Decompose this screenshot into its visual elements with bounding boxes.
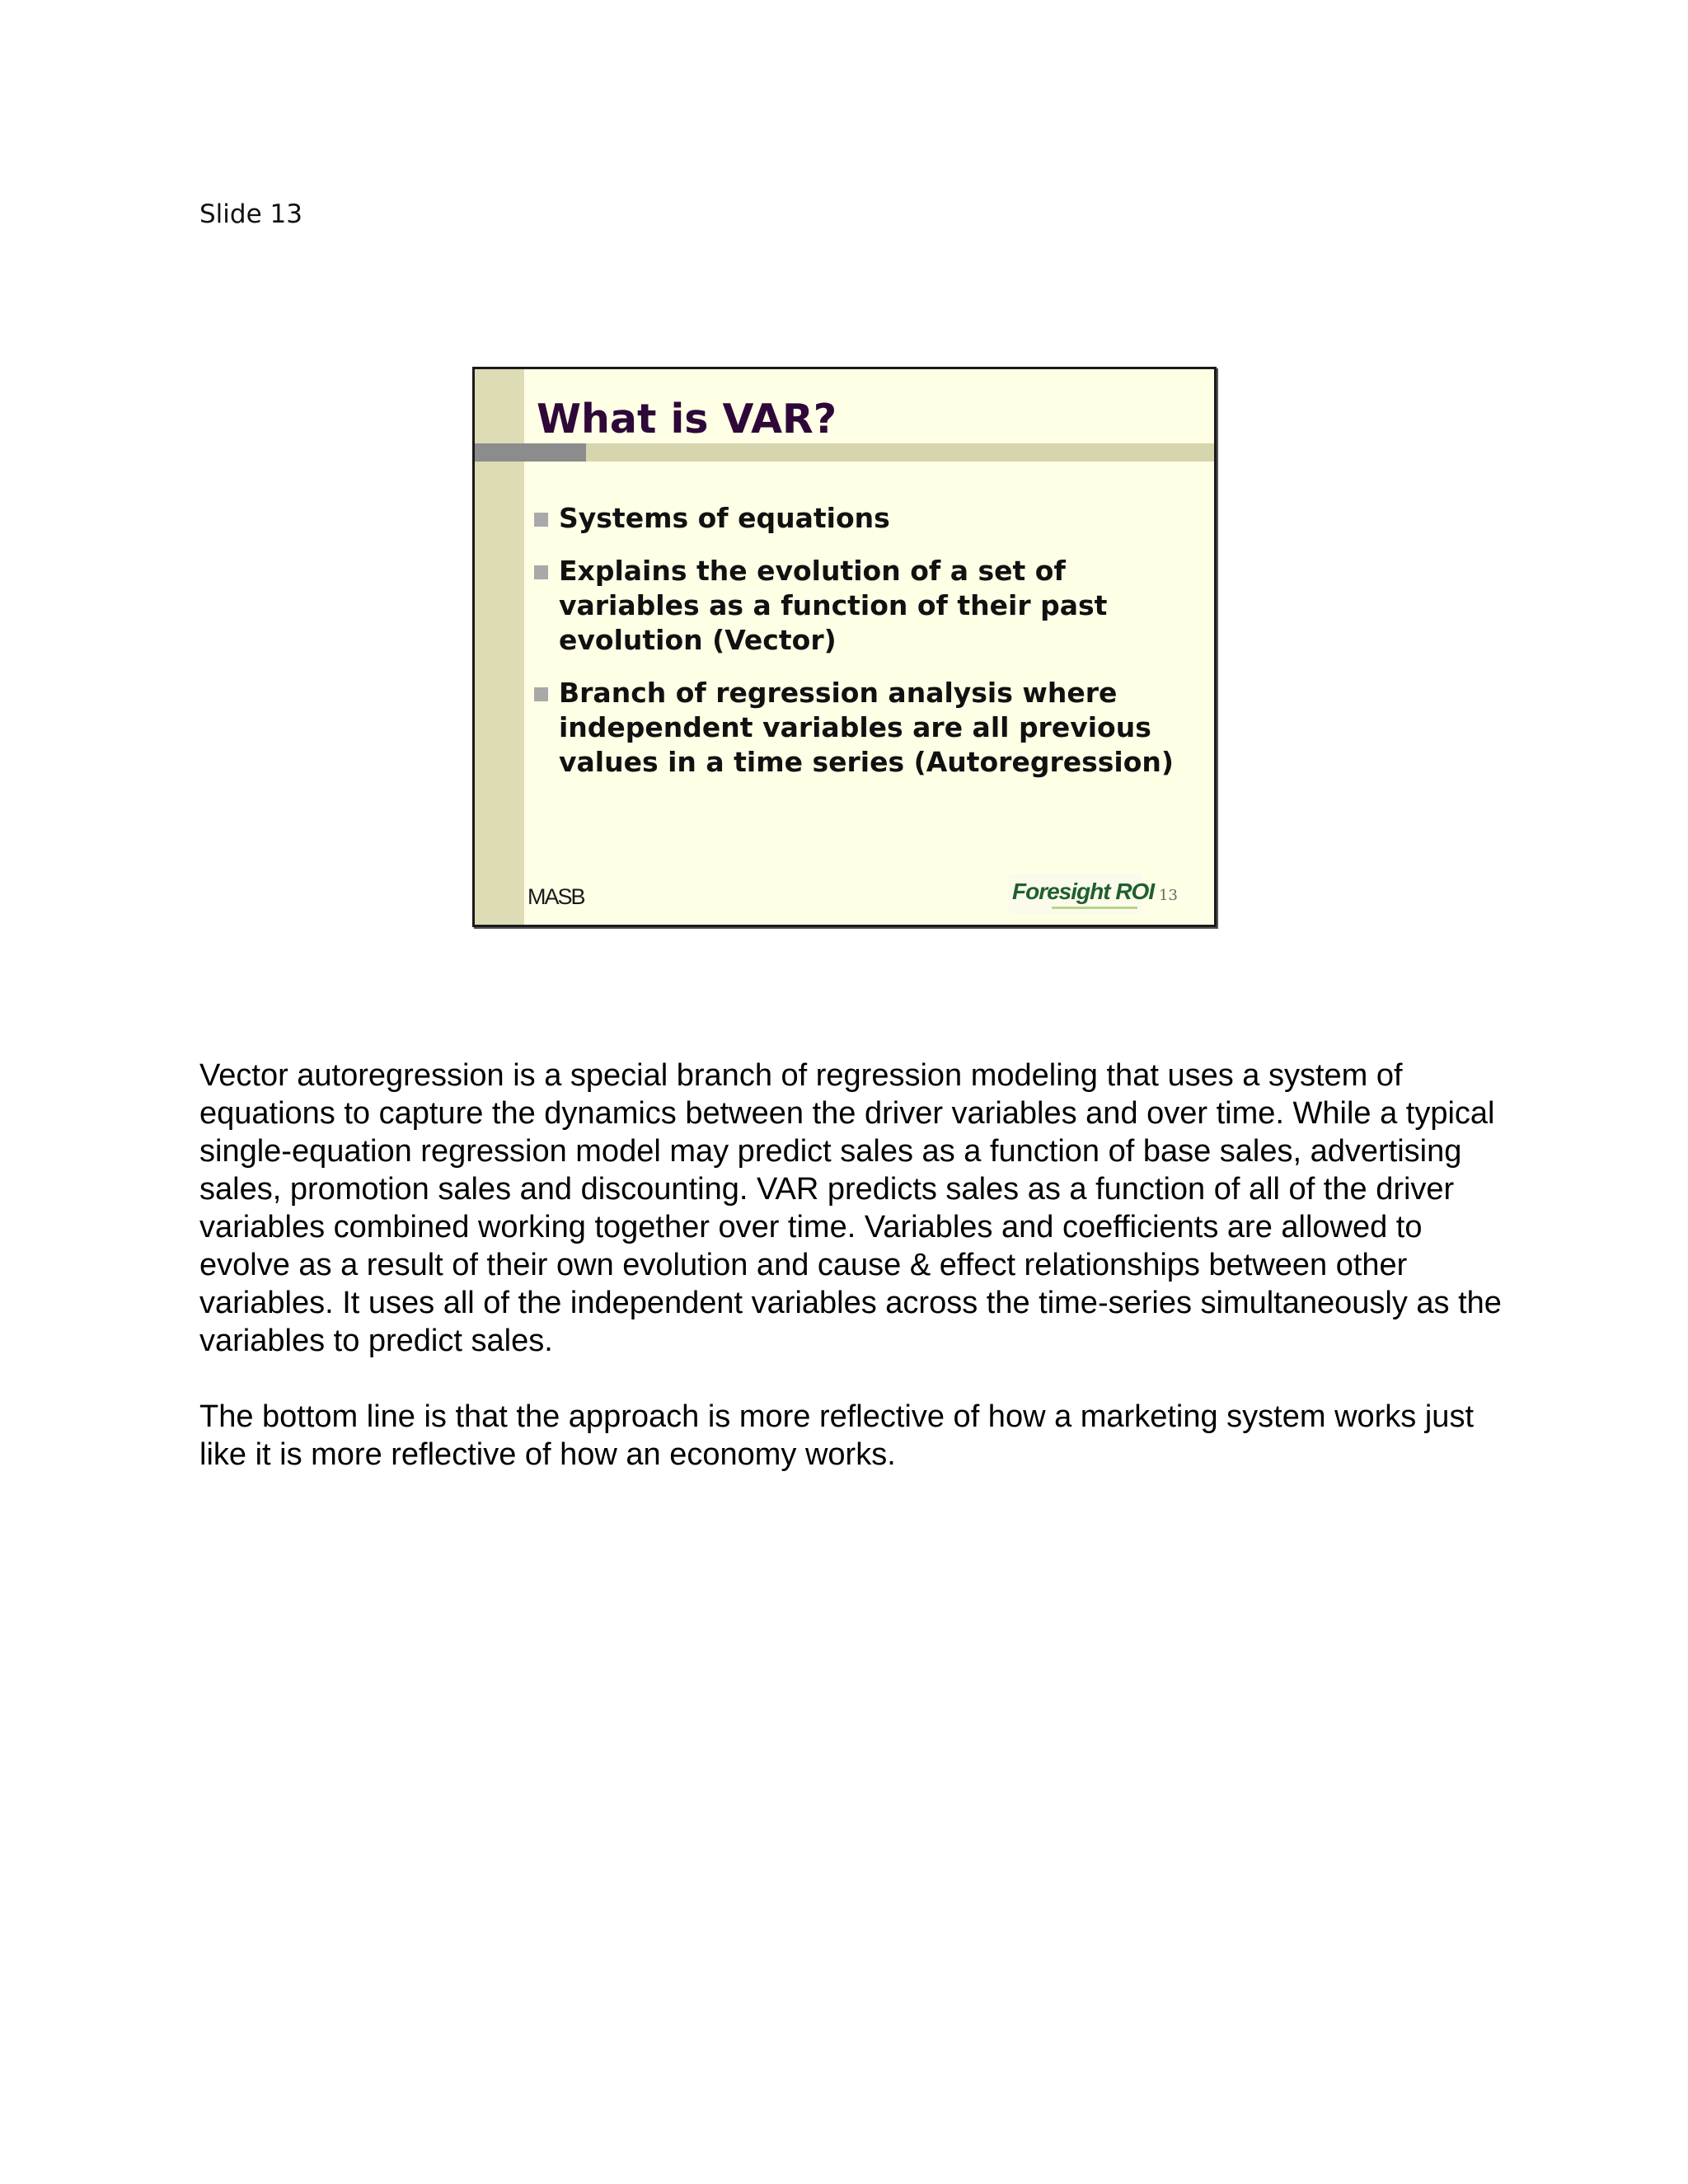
- foresight-tagline-bar: [1052, 907, 1137, 909]
- slide-thumbnail: [472, 367, 1217, 927]
- bullet-text: Branch of regression analysis where independent variables are all previous values in a time series (Autoregression): [559, 677, 1174, 778]
- bullet-item: [532, 501, 1192, 536]
- bullet-square-icon: [534, 687, 548, 701]
- foresight-roi-logo-text: Foresight ROI: [1012, 879, 1155, 904]
- slide-header: Slide 13: [199, 199, 302, 229]
- title-rule-accent: [475, 443, 586, 462]
- speaker-notes: [199, 1057, 1518, 1511]
- bullet-list: [532, 501, 1192, 798]
- slide-title: What is VAR?: [537, 396, 837, 443]
- bullet-square-icon: [534, 565, 548, 579]
- notes-paragraph: The bottom line is that the approach is more reflective of how a marketing system works just like it is more reflective of how an economy works.: [199, 1399, 1474, 1472]
- slide-number: 13: [1159, 887, 1178, 904]
- notes-paragraph: Vector autoregression is a special branch of regression modeling that uses a system of equations to capture the dynamics between the driver variables and over time. While a typical single-equation regression model may predict sales as a function of base sales, advertising sales, promotion sales and discounting. VAR predicts sales as a function of all of the driver variables combined working together over time. Variables and coefficients are allowed to evolve as a result of their own evolution and cause & effect relationships between other variables. It uses all of the independent variables across the time-series simultaneously as the variables to predict sales.: [199, 1058, 1502, 1358]
- bullet-item: [532, 676, 1192, 780]
- bullet-text: Explains the evolution of a set of variables as a function of their past evolution (Vector): [559, 555, 1108, 656]
- bullet-text: Systems of equations: [559, 502, 890, 534]
- foresight-roi-logo: [1009, 874, 1155, 915]
- bullet-item: [532, 554, 1192, 658]
- bullet-square-icon: [534, 513, 548, 527]
- masb-logo: MASB: [528, 884, 584, 909]
